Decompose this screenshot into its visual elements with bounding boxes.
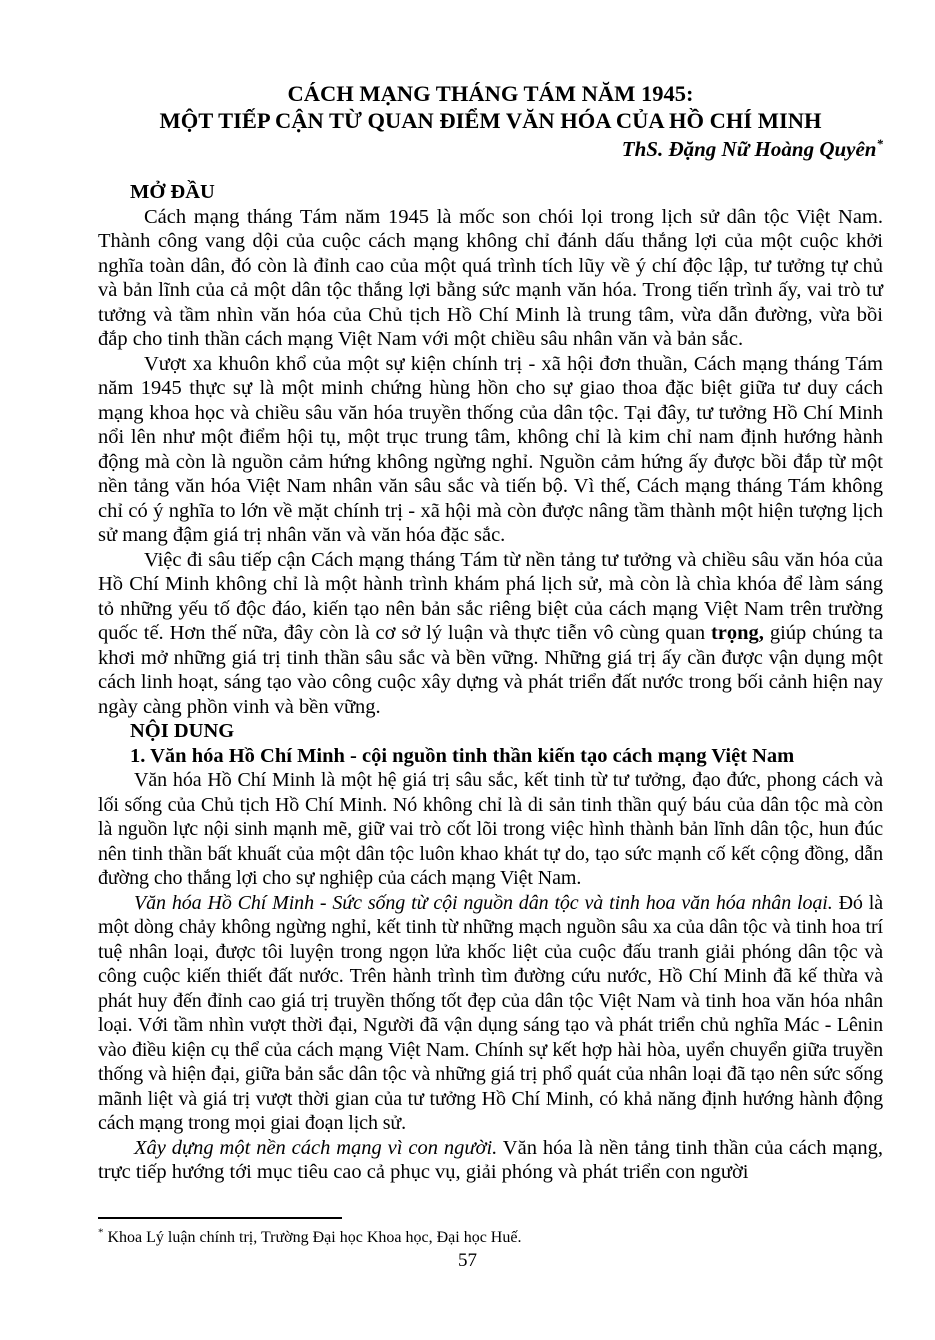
paragraph-intro-1: Cách mạng tháng Tám năm 1945 là mốc son chói lọi trong lịch sử dân tộc Việt Nam. Thành công vang dội của cuộc cách mạng không chỉ đánh dấu thắng lợi của một cuộc khởi nghĩa toàn dân, đó còn là đỉnh cao của một quá trình tích lũy về ý chí độc lập, tư tưởng tự chủ và bản lĩnh của cả một dân tộc thắng lợi bằng sức mạnh văn hóa. Trong tiến trình ấy, vai trò tư tưởng và tầm nhìn văn hóa của Chủ tịch Hồ Chí Minh là trung tâm, vừa dẫn đường, vừa bồi đắp cho tinh thần cách mạng Việt Nam với một chiều sâu nhân văn và bản sắc. [98, 205, 883, 350]
paragraph-section1-2-lead: Văn hóa Hồ Chí Minh - Sức sống từ cội nguồn dân tộc và tinh hoa văn hóa nhân loại. [134, 891, 833, 914]
page-number: 57 [458, 1250, 477, 1271]
footnote-separator [98, 1217, 342, 1219]
page-content [98, 80, 883, 1185]
section-heading-content: NỘI DUNG [130, 720, 235, 742]
paper-title-line-2: MỘT TIẾP CẬN TỪ QUAN ĐIỂM VĂN HÓA CỦA HỒ CHÍ MINH [159, 108, 822, 133]
paragraph-section1-2-text: Đó là một dòng chảy không ngừng nghỉ, kết tinh từ những mạch nguồn sâu xa của dân tộc và tinh hoa trí tuệ nhân loại, được tôi luyện trong ngọn lửa khốc liệt của cuộc đấu tranh giải phóng dân tộc và công cuộc kiến thiết đất nước. Trên hành trình tìm đường cứu nước, Hồ Chí Minh đã kế thừa và phát huy đến đỉnh cao giá trị truyền thống tốt đẹp của dân tộc Việt Nam và tinh hoa văn hóa nhân loại. Với tầm nhìn vượt thời đại, Người đã vận dụng sáng tạo và phát triển chủ nghĩa Mác - Lênin vào điều kiện cụ thể của cách mạng Việt Nam. Chính sự kết hợp hài hòa, uyển chuyển giữa truyền thống và hiện đại, giữa bản sắc dân tộc và những giá trị phổ quát của nhân loại đã tạo nên sức sống mãnh liệt và giá trị vượt thời gian của tư tưởng Hồ Chí Minh, có khả năng định hướng hành động cách mạng trong mọi giai đoạn lịch sử. [98, 891, 883, 1134]
section-heading-intro: MỞ ĐẦU [130, 181, 215, 203]
footnote-text: Khoa Lý luận chính trị, Trường Đại học Khoa học, Đại học Huế. [107, 1229, 522, 1246]
paragraph-intro-3-text-cont: giúp chúng ta khơi mở những giá trị tinh thần sâu sắc và bền vững. Những giá trị ấy cần được vận dụng một cách linh hoạt, sáng tạo vào công cuộc xây dựng và phát triển đất nước trong bối cảnh hiện nay ngày càng phồn vinh và bền vững. [98, 622, 883, 718]
paper-title-line-1: CÁCH MẠNG THÁNG TÁM NĂM 1945: [287, 81, 694, 106]
footnote-marker: * [98, 1226, 104, 1239]
paragraph-section1-2 [98, 891, 883, 1136]
paragraph-intro-3-text: Việc đi sâu tiếp cận Cách mạng tháng Tám từ nền tảng tư tưởng và chiều sâu văn hóa của Hồ Chí Minh không chỉ là một hành trình khám phá lịch sử, mà còn là chìa khóa để làm sáng tỏ những yếu tố độc đáo, kiến tạo nên bản sắc riêng biệt của cách mạng Việt Nam trên trường quốc tế. Hơn thế nữa, đây còn là cơ sở lý luận và thực tiễn vô cùng quan [98, 548, 883, 644]
author-name: ThS. Đặng Nữ Hoàng Quyên [621, 137, 877, 161]
author-footnote-marker: * [876, 136, 883, 151]
paragraph-section1-3-lead: Xây dựng một nền cách mạng vì con người. [134, 1136, 498, 1159]
footnote [98, 1228, 798, 1248]
paper-title [98, 80, 883, 134]
section-heading-1: 1. Văn hóa Hồ Chí Minh - cội nguồn tinh thần kiến tạo cách mạng Việt Nam [130, 744, 795, 767]
paragraph-intro-2: Vượt xa khuôn khổ của một sự kiện chính trị - xã hội đơn thuần, Cách mạng tháng Tám năm 1945 thực sự là một minh chứng hùng hồn cho sự giao thoa đặc biệt giữa tư duy cách mạng khoa học và chiều sâu văn hóa truyền thống của dân tộc. Tại đây, tư tưởng Hồ Chí Minh nổi lên như một điểm hội tụ, một trục trung tâm, không chỉ là kim chỉ nam định hướng hành động mà còn là nguồn cảm hứng không ngừng nghỉ. Nguồn cảm hứng ấy được bồi đắp từ một nền tảng văn hóa Việt Nam nhân văn sâu sắc và tiến bộ. Vì thế, Cách mạng tháng Tám không chỉ có ý nghĩa to lớn về mặt chính trị - xã hội mà còn được nâng tầm thành một hiện tượng lịch sử mang đậm giá trị nhân văn và văn hóa đặc sắc. [98, 352, 883, 546]
paragraph-section1-3-text: Văn hóa là nền tảng tinh thần của cách mạng, trực tiếp hướng tới mục tiêu cao cả phục vụ, giải phóng và phát triển con người [98, 1136, 883, 1183]
author-byline [98, 136, 883, 162]
paragraph-section1-1: Văn hóa Hồ Chí Minh là một hệ giá trị sâu sắc, kết tinh từ tư tưởng, đạo đức, phong cách và lối sống của Chủ tịch Hồ Chí Minh. Nó không chỉ là di sản tinh thần quý báu của dân tộc mà còn là nguồn lực nội sinh mạnh mẽ, giữ vai trò cốt lõi trong việc hình thành bản lĩnh dân tộc, hun đúc nên tinh thần bất khuất của một dân tộc luôn khao khát tự do, tạo sức mạnh cố kết cộng đồng, dẫn đường cho thắng lợi cho sự nghiệp của cách mạng Việt Nam. [98, 769, 883, 889]
paragraph-intro-3-bold-word: trọng, [710, 622, 764, 644]
paragraph-section1-3 [98, 1136, 883, 1185]
paragraph-intro-3 [98, 548, 883, 720]
